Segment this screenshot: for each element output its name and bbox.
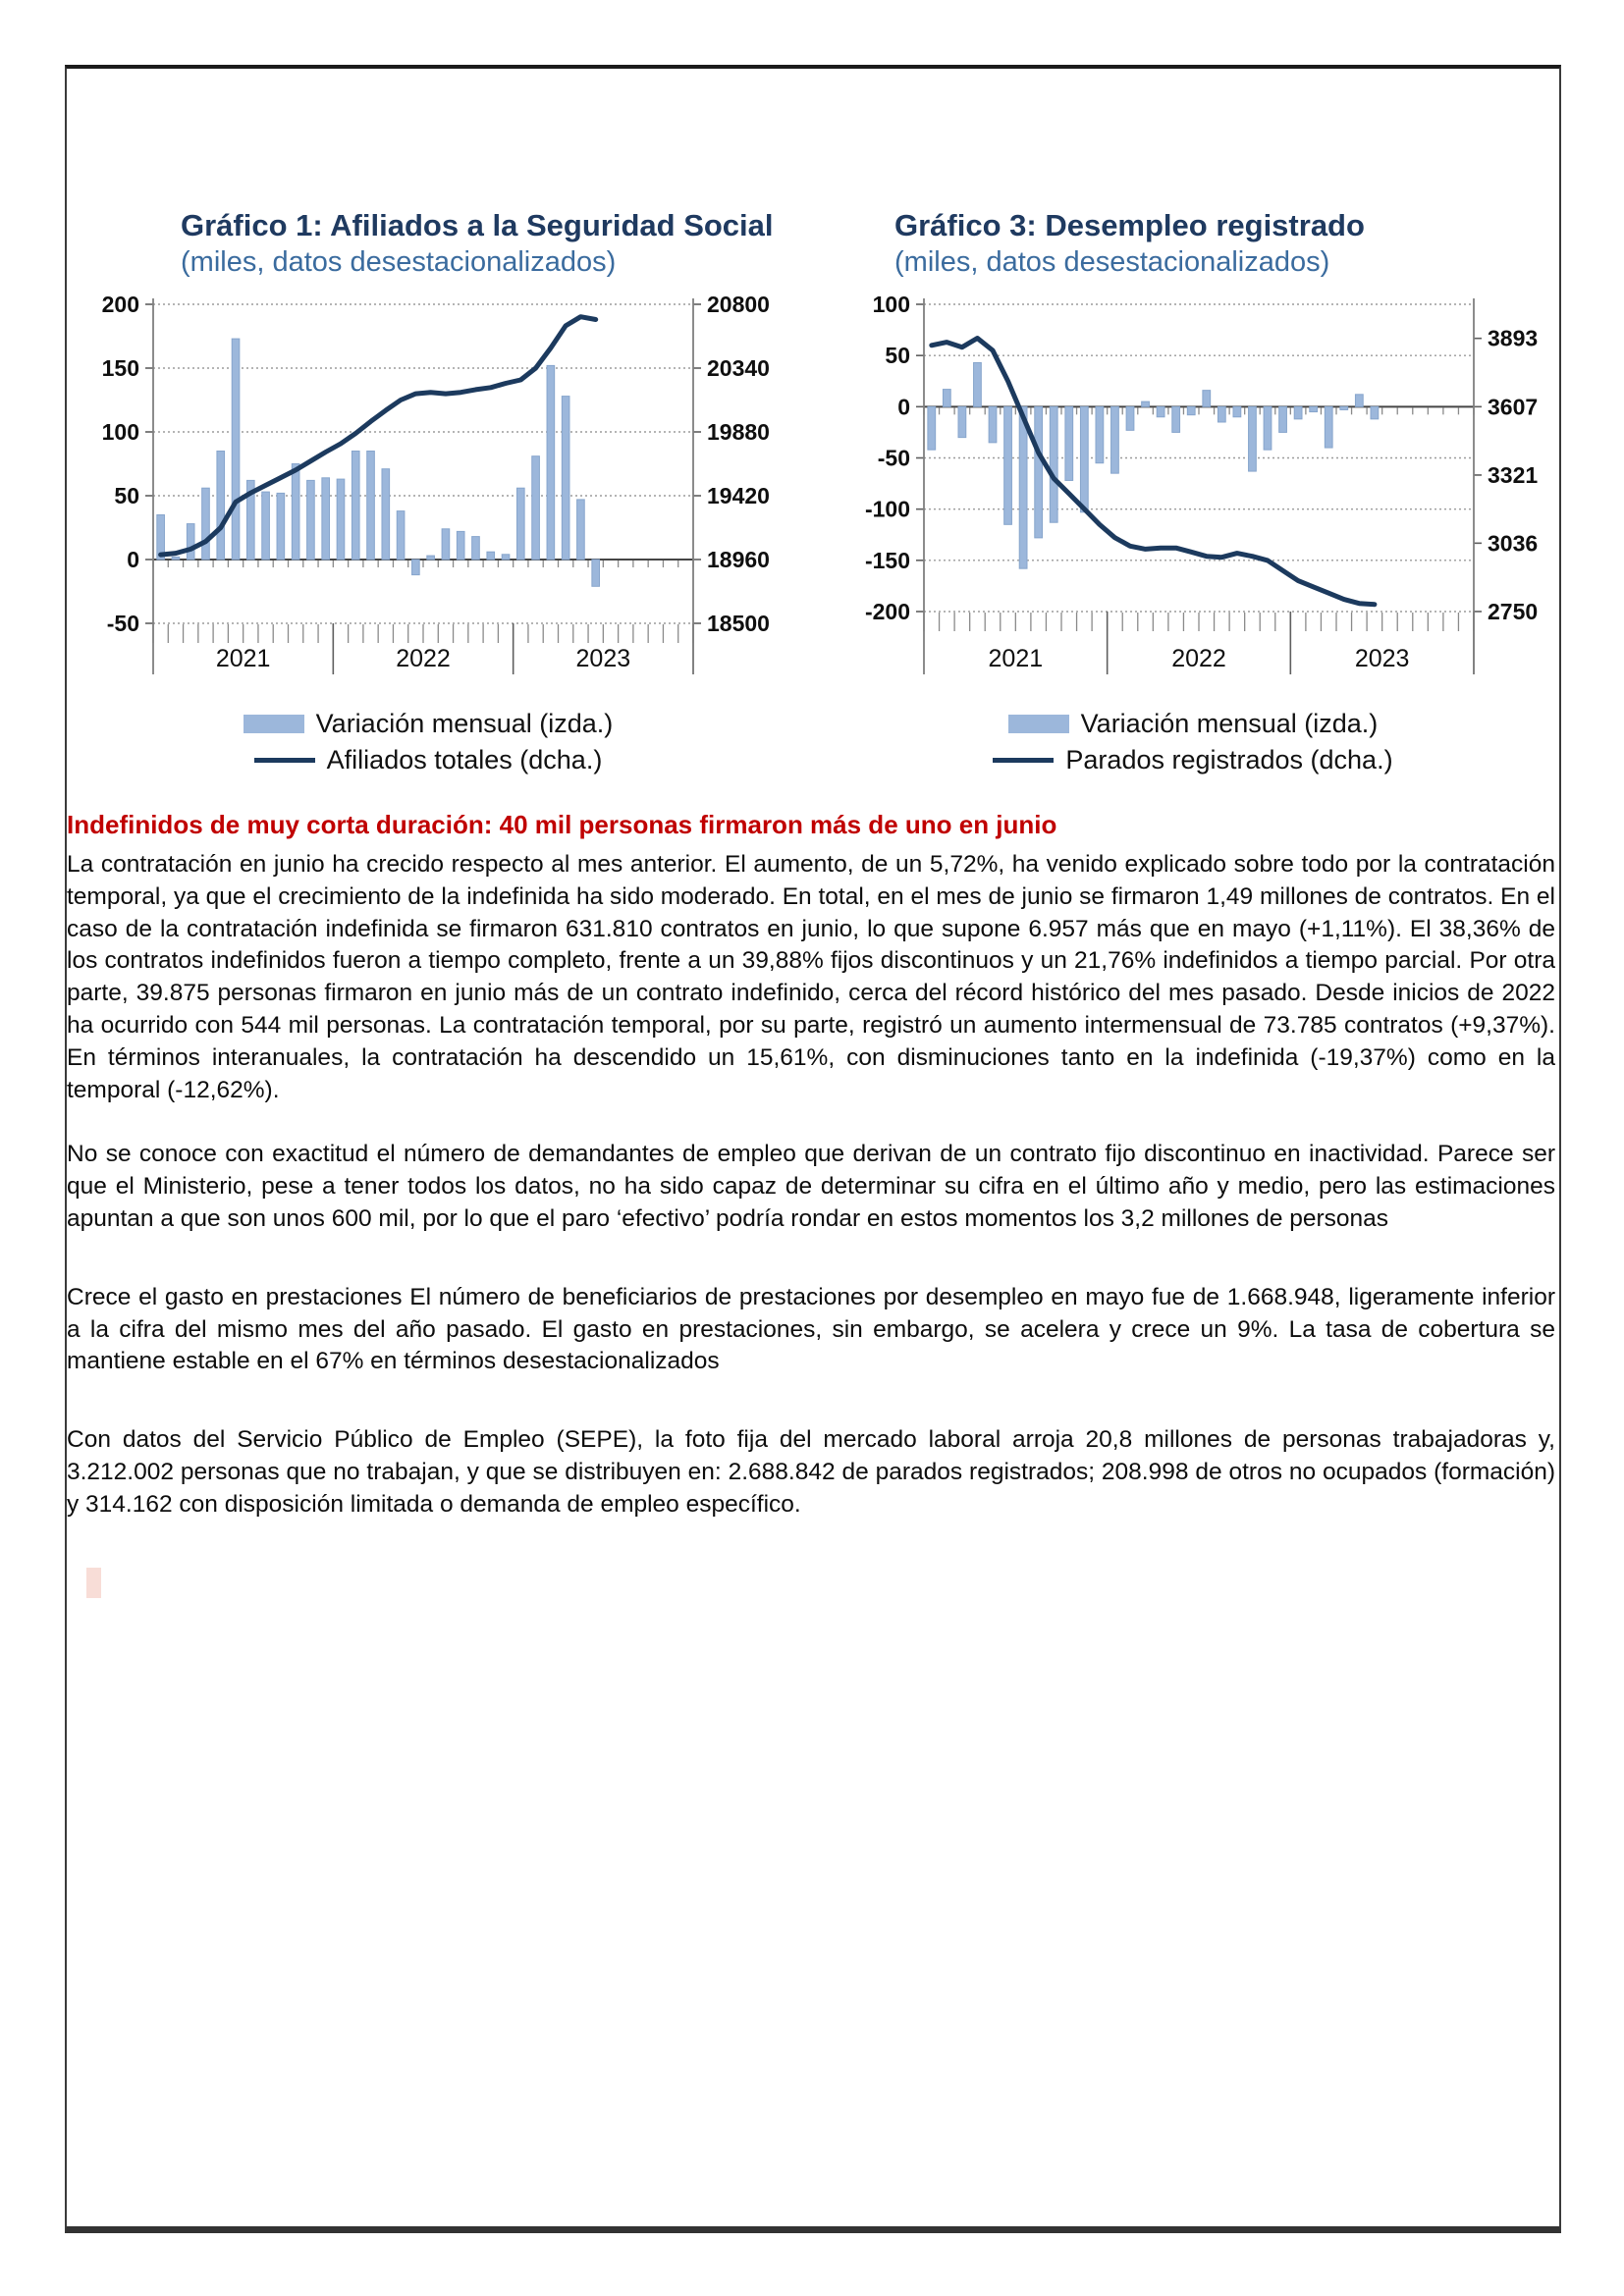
- svg-text:20800: 20800: [707, 293, 770, 317]
- svg-text:-150: -150: [864, 547, 910, 573]
- svg-text:18960: 18960: [707, 547, 770, 572]
- paragraph-prestaciones: Crece el gasto en prestaciones El número de beneficiarios de prestaciones por desempleo en mayo fue de 1.668.948, ligeramente inferior a la cifra del mismo mes del año pasado. El gasto en prestaciones, sin embargo, se acelera y crece un 9%. La tasa de cobertura se mantiene estable en el 67% en términos desestacionalizados: [67, 1283, 1555, 1375]
- chart-desempleo-plot: [838, 293, 1548, 699]
- svg-text:50: 50: [114, 483, 139, 508]
- chart-afiliados-title: Gráfico 1: Afiliados a la Seguridad Social: [181, 208, 774, 242]
- legend-label: Parados registrados (dcha.): [1065, 745, 1393, 774]
- chart-afiliados-legend: [79, 709, 778, 775]
- svg-text:18500: 18500: [707, 611, 770, 636]
- legend-label: Variación mensual (izda.): [315, 709, 614, 738]
- svg-text:-50: -50: [877, 445, 910, 471]
- bar-swatch-icon: [244, 715, 304, 733]
- paragraph-contratacion: La contratación en junio ha crecido respecto al mes anterior. El aumento, de un 5,72%, ha venido explicado sobre todo por la contratación temporal, ya que el crecimiento de la indefinida ha sido moderado. En total, en el mes de junio se firmaron 1,49 millones de contratos. En el caso de la contratación indefinida se firmaron 631.810 contratos en junio, lo que supone 6.957 más que en mayo (+1,11%). El 38,36% de los contratos indefinidos fueron a tiempo completo, frente a un 39,88% fijos discontinuos y un 21,76% indefinidos a tiempo parcial. Por otra parte, 39.875 personas firmaron en junio más de un contrato indefinido, cerca del récord histórico del mes pasado. Desde inicios de 2022 ha ocurrido con 544 mil personas. La contratación temporal, por su parte, registró un aumento intermensual de 73.785 contratos (+9,37%). En términos interanuales, la contratación ha descendido un 15,61%, con disminuciones tanto en la indefinida (-19,37%) como en la temporal (-12,62%).: [67, 851, 1555, 1103]
- legend-label: Variación mensual (izda.): [1080, 709, 1379, 738]
- svg-text:2021: 2021: [988, 645, 1044, 672]
- svg-text:3321: 3321: [1488, 461, 1539, 488]
- svg-text:0: 0: [127, 547, 139, 572]
- svg-text:3893: 3893: [1488, 325, 1539, 351]
- svg-text:0: 0: [897, 394, 910, 420]
- legend-label: Afiliados totales (dcha.): [326, 745, 603, 774]
- legend-item-variacion: [244, 709, 614, 739]
- svg-text:-50: -50: [106, 611, 139, 636]
- svg-text:-100: -100: [864, 496, 910, 522]
- svg-text:19880: 19880: [707, 419, 770, 445]
- chart-desempleo: [838, 208, 1548, 775]
- svg-text:2021: 2021: [215, 645, 271, 672]
- svg-text:50: 50: [885, 343, 910, 369]
- article: [67, 809, 1555, 1522]
- chart-afiliados: [79, 208, 778, 775]
- svg-text:100: 100: [101, 419, 139, 445]
- highlight-mark: [86, 1568, 101, 1598]
- chart-desempleo-legend: [838, 709, 1548, 775]
- svg-text:2022: 2022: [1171, 645, 1226, 672]
- paragraph-demandantes: No se conoce con exactitud el número de demandantes de empleo que derivan de un contrato fijo discontinuo en inactividad. Parece ser que el Ministerio, pese a tener todos los datos, no ha sido capaz de determinar su cifra en el último año y medio, pero las estimaciones apuntan a que son unos 600 mil, por lo que el paro ‘efectivo’ podría rondar en estos momentos los 3,2 millones de personas: [67, 1141, 1555, 1232]
- bar-swatch-icon: [1008, 715, 1069, 733]
- legend-item-afiliados-totales: [254, 745, 603, 775]
- svg-text:2022: 2022: [396, 645, 451, 672]
- svg-text:2750: 2750: [1488, 598, 1539, 624]
- legend-item-parados-registrados: [993, 745, 1392, 775]
- chart-afiliados-plot: [79, 293, 778, 699]
- legend-item-variacion: [1008, 709, 1379, 739]
- chart-afiliados-subtitle: (miles, datos desestacionalizados): [181, 246, 617, 278]
- chart-desempleo-title: Gráfico 3: Desempleo registrado: [894, 208, 1365, 242]
- svg-text:19420: 19420: [707, 483, 770, 508]
- svg-text:150: 150: [101, 355, 139, 381]
- svg-text:100: 100: [872, 293, 910, 317]
- svg-text:2023: 2023: [575, 645, 631, 672]
- line-swatch-icon: [993, 758, 1054, 763]
- svg-text:2023: 2023: [1354, 645, 1410, 672]
- svg-text:20340: 20340: [707, 355, 770, 381]
- svg-text:200: 200: [101, 293, 139, 317]
- paragraph-sepe: Con datos del Servicio Público de Empleo (SEPE), la foto fija del mercado laboral arroja 20,8 millones de personas trabajadoras y, 3.212.002 personas que no trabajan, y que se distribuyen en: 2.688.842 de parados registrados; 208.998 de otros no ocupados (formación) y 314.162 con disposición limitada o demanda de empleo específico.: [67, 1426, 1555, 1518]
- svg-text:-200: -200: [864, 599, 910, 624]
- svg-text:3607: 3607: [1488, 394, 1539, 420]
- article-heading: Indefinidos de muy corta duración: 40 mil personas firmaron más de uno en junio: [67, 810, 1057, 839]
- chart-desempleo-subtitle: (miles, datos desestacionalizados): [894, 246, 1330, 278]
- svg-text:3036: 3036: [1488, 530, 1539, 557]
- line-swatch-icon: [254, 758, 315, 763]
